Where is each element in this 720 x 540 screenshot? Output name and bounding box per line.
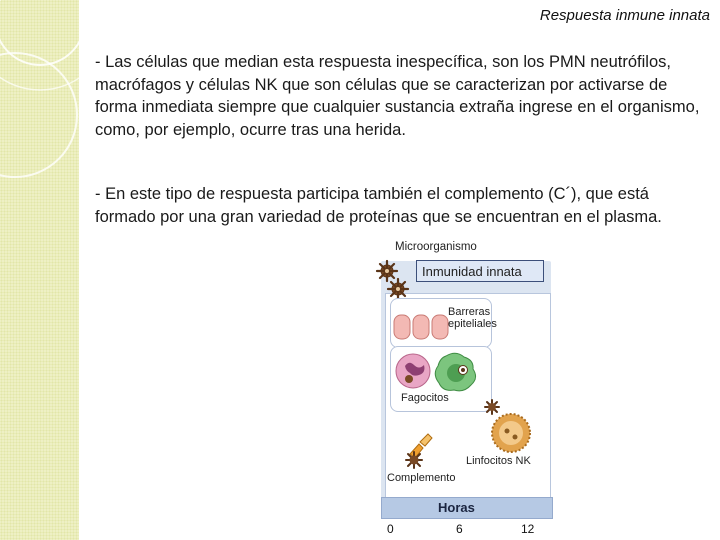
time-tick-12: 12: [521, 522, 535, 536]
phagocyte-cells-icon: [394, 348, 482, 394]
epithelial-cells-icon: [392, 313, 454, 343]
barriers-label-line-2: epiteliales: [448, 318, 497, 330]
neutrophil-cell-icon: [396, 354, 430, 388]
slide-title: Respuesta inmune innata: [539, 7, 710, 24]
complement-protein-icon: [402, 430, 436, 470]
microorganism-label: Microorganismo: [395, 241, 477, 253]
macrophage-cell-icon: [435, 353, 475, 391]
nk-label: Linfocitos NK: [466, 455, 531, 467]
innate-immunity-figure: [368, 238, 568, 540]
nk-lymphocyte-icon: [480, 398, 536, 456]
paragraph-2: - En este tipo de respuesta participa también el complemento (C´), que está formado por una gran variedad de proteínas que se encuentran en el plasma.: [95, 185, 662, 226]
decorative-arcs: [0, 0, 79, 540]
complement-label: Complemento: [387, 472, 456, 484]
phagocytes-label: Fagocitos: [401, 392, 449, 404]
time-axis-label: Horas: [438, 500, 475, 515]
time-tick-0: 0: [387, 522, 394, 536]
paragraph-1: - Las células que median esta respuesta inespecífica, son los PMN neutrófilos, macrófagos y células NK que son células que se caracterizan por activarse de forma inmediata siempre que cualquier sustancia extraña ingrese en el organismo, como, por ejemplo, ocurre tras una herida.: [95, 53, 700, 139]
innate-header-label: Inmunidad innata: [422, 264, 522, 279]
decorative-side-panel: [0, 0, 79, 540]
time-tick-6: 6: [456, 522, 463, 536]
barriers-label: [448, 306, 497, 330]
barriers-label-line-1: Barreras: [448, 306, 491, 318]
